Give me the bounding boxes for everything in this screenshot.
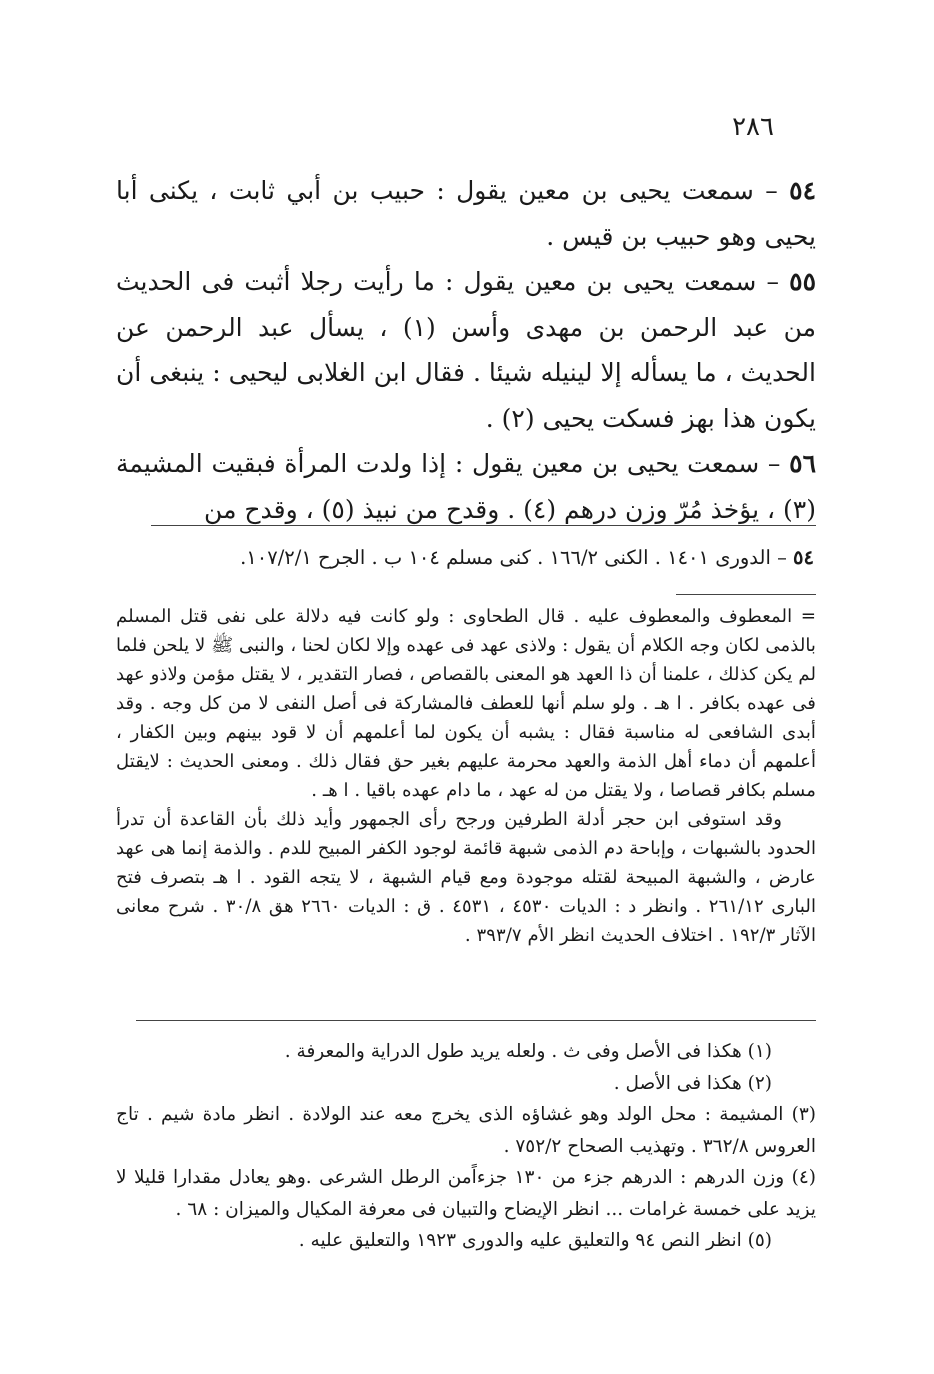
footnote: (٥) انظر النص ٩٤ والتعليق عليه والدورى ١٩٢٣ والتعليق عليه . bbox=[298, 1230, 772, 1251]
main-divider bbox=[151, 525, 816, 526]
main-text bbox=[116, 168, 816, 532]
footnotes-divider bbox=[136, 1020, 816, 1021]
takhrij-note bbox=[114, 538, 814, 578]
entry-number: ٥٦ bbox=[789, 449, 816, 478]
entry bbox=[116, 168, 816, 259]
entry bbox=[116, 259, 816, 441]
notes-divider bbox=[676, 594, 816, 595]
entry-text: – سمعت يحيى بن معين يقول : حبيب بن أبي ثابت ، يكنى أبا يحيى وهو حبيب بن قيس . bbox=[116, 176, 816, 251]
entry-number: ٥٤ bbox=[789, 176, 816, 205]
entry-number: ٥٥ bbox=[789, 267, 816, 296]
page-number: ٢٨٦ bbox=[732, 112, 774, 142]
footnote: (٣) المشيمة : محل الولد وهو غشاؤه الذى يخرج معه عند الولادة . انظر مادة شيم . تاج العروس ٣٦٢/٨ . وتهذيب الصحاح ٧٥٢/٢ . bbox=[116, 1104, 816, 1157]
entry-text: – سمعت يحيى بن معين يقول : ما رأيت رجلا أثبت فى الحديث من عبد الرحمن بن مهدى وأسن (١) ، يسأل عبد الرحمن عن الحديث ، ما يسأله إلا لينيله شيئا . فقال ابن الغلابى ليحيى : ينبغى أن يكون هذا بهز فسكت يحيى (٢) . bbox=[116, 267, 816, 433]
continued-note bbox=[116, 602, 816, 950]
footnote: (١) هكذا فى الأصل وفى ث . ولعله يريد طول الدراية والمعرفة . bbox=[284, 1041, 772, 1062]
entry-text: – سمعت يحيى بن معين يقول : إذا ولدت المرأة فبقيت المشيمة (٣) ، يؤخذ مُرّ وزن درهم (٤) . وقدح من نبيذ (٥) ، وقدح من bbox=[116, 449, 816, 524]
footnotes bbox=[116, 1036, 816, 1257]
continued-paragraph: = المعطوف والمعطوف عليه . قال الطحاوى : ولو كانت فيه دلالة على نفى قتل المسلم بالذمى لكان وجه الكلام أن يقول : ولاذى عهد فى عهده وإلا لكان لحنا ، والنبى ﷺ لا يلحن فلما لم يكن كذلك ، علمنا أن ذا العهد هو المعنى بالقصاص ، فصار التقدير ، لا يقتل مؤمن ولاذو عهد فى عهده بكافر . ا هـ . ولو سلم أنها للعطف فالمشاركة فى أصل النفى لا من كل وجه . وقد أبدى الشافعى له مناسبة فقال : يشبه أن يكون لما أعلمهم أن لا قود بينهم وبين الكفار ، أعلمهم أن دماء أهل الذمة والعهد محرمة عليهم بغير حق فقال ذلك . ومعنى الحديث : لايقتل مسلم بكافر قصاصا ، ولا يقتل من له عهد ، ما دام عهده باقيا . ا هـ . bbox=[116, 606, 816, 801]
entry bbox=[116, 441, 816, 532]
takhrij-text: – الدورى ١٤٠١ . الكنى ١٦٦/٢ . كنى مسلم ١٠٤ ب . الجرح ١٠٧/٢/١. bbox=[240, 546, 794, 569]
footnote: (٤) وزن الدرهم : الدرهم جزء من ١٣٠ جزءاًمن الرطل الشرعى .وهو يعادل مقدارا قليلا لا يزيد على خمسة غرامات ... انظر الإيضاح والتبيان فى معرفة المكيال والميزان : ٦٨ . bbox=[116, 1167, 816, 1220]
takhrij-number: ٥٤ bbox=[793, 546, 814, 569]
continued-paragraph: وقد استوفى ابن حجر أدلة الطرفين ورجح رأى الجمهور وأيد ذلك بأن القاعدة أن تدرأ الحدود بالشبهات ، وإباحة دم الذمى شبهة قائمة لوجود الكفر المبيح للدم . والذمة إنما هى عهد عارض ، والشبهة المبيحة لقتله موجودة ومع قيام الشبهة ، لا يتجه القود . ا هـ بتصرف فتح البارى ٢٦١/١٢ . وانظر د : الديات ٤٥٣٠ ، ٤٥٣١ . ق : الديات ٢٦٦٠ هق ٣٠/٨ . شرح معانى الآثار ١٩٢/٣ . اختلاف الحديث انظر الأم ٣٩٣/٧ . bbox=[116, 809, 817, 946]
footnote: (٢) هكذا فى الأصل . bbox=[613, 1072, 772, 1094]
